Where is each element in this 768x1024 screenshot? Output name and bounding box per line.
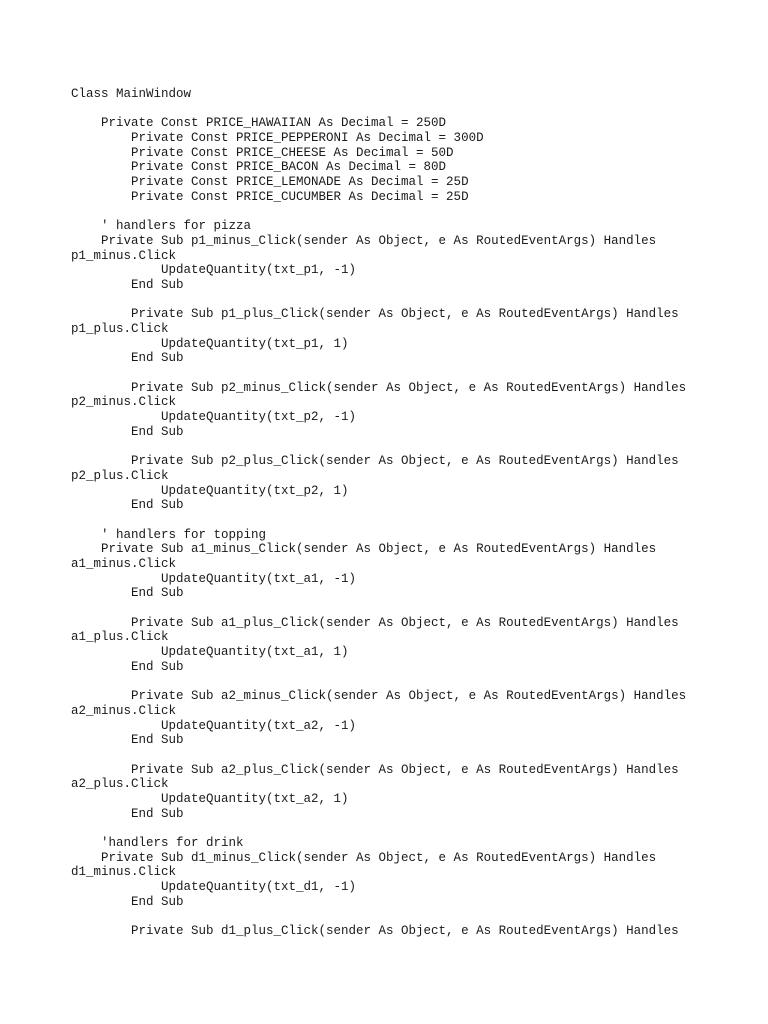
code-line: p1_plus.Click [71,322,169,336]
code-line: End Sub [71,498,184,513]
code-line: Private Sub a2_plus_Click(sender As Object, e As RoutedEventArgs) Handles [71,762,679,777]
code-line [71,205,686,220]
code-line: End Sub [71,733,184,748]
code-line: Private Sub a1_plus_Click(sender As Object, e As RoutedEventArgs) Handles [71,615,679,630]
code-line: UpdateQuantity(txt_a2, -1) [71,718,357,733]
code-line: UpdateQuantity(txt_p1, 1) [71,336,349,351]
code-line: UpdateQuantity(txt_a1, 1) [71,645,349,660]
code-line [71,513,686,528]
code-line: UpdateQuantity(txt_d1, -1) [71,880,357,895]
code-line [71,601,686,616]
code-line: End Sub [71,424,184,439]
code-line: Class MainWindow [71,87,192,101]
code-line: UpdateQuantity(txt_p2, 1) [71,483,349,498]
code-line: p1_minus.Click [71,248,177,263]
code-line: Private Const PRICE_CHEESE As Decimal = 50D [71,145,454,160]
code-line: Private Sub p1_plus_Click(sender As Object, e As RoutedEventArgs) Handles [71,307,679,322]
code-line [71,293,686,308]
code-line: Private Const PRICE_BACON As Decimal = 80D [71,160,447,175]
code-line [71,748,686,763]
code-line: Private Sub a1_minus_Click(sender As Object, e As RoutedEventArgs) Handles [71,542,657,557]
code-line [71,366,686,381]
code-line: Private Sub p1_minus_Click(sender As Object, e As RoutedEventArgs) Handles [71,233,657,248]
code-line [71,102,686,117]
code-line: a2_plus.Click [71,777,169,792]
code-line: End Sub [71,894,184,909]
code-line: a1_minus.Click [71,557,177,571]
code-line: Private Sub p2_minus_Click(sender As Object, e As RoutedEventArgs) Handles [71,380,687,395]
code-line: p2_minus.Click [71,395,177,410]
code-line: Private Const PRICE_LEMONADE As Decimal = 25D [71,175,469,190]
code-line: End Sub [71,806,184,821]
code-line: a2_minus.Click [71,703,177,718]
code-line: 'handlers for drink [71,836,244,851]
code-listing [71,87,686,939]
code-line: Private Sub p2_plus_Click(sender As Object, e As RoutedEventArgs) Handles [71,454,679,469]
code-line: Private Sub d1_minus_Click(sender As Object, e As RoutedEventArgs) Handles [71,850,657,865]
code-line: UpdateQuantity(txt_a2, 1) [71,792,349,806]
code-line: ' handlers for pizza [71,219,252,234]
code-line: UpdateQuantity(txt_p2, -1) [71,410,357,425]
code-line: ' handlers for topping [71,527,267,542]
code-line: Private Sub a2_minus_Click(sender As Object, e As RoutedEventArgs) Handles [71,689,687,704]
code-line: p2_plus.Click [71,468,169,483]
code-line: a1_plus.Click [71,630,169,645]
code-line: Private Const PRICE_CUCUMBER As Decimal = 25D [71,189,469,204]
code-line: UpdateQuantity(txt_p1, -1) [71,263,357,278]
code-line [71,440,686,455]
code-line: End Sub [71,351,184,366]
code-line: End Sub [71,277,184,292]
code-line: Private Const PRICE_HAWAIIAN As Decimal = 250D [71,116,447,131]
code-line: d1_minus.Click [71,865,177,880]
code-line: Private Const PRICE_PEPPERONI As Decimal = 300D [71,131,484,146]
code-line [71,675,686,690]
code-line: Private Sub d1_plus_Click(sender As Object, e As RoutedEventArgs) Handles [71,924,679,939]
code-line: End Sub [71,659,184,674]
code-line [71,910,686,925]
code-line [71,821,686,836]
code-line: End Sub [71,586,184,601]
code-line: UpdateQuantity(txt_a1, -1) [71,571,357,586]
